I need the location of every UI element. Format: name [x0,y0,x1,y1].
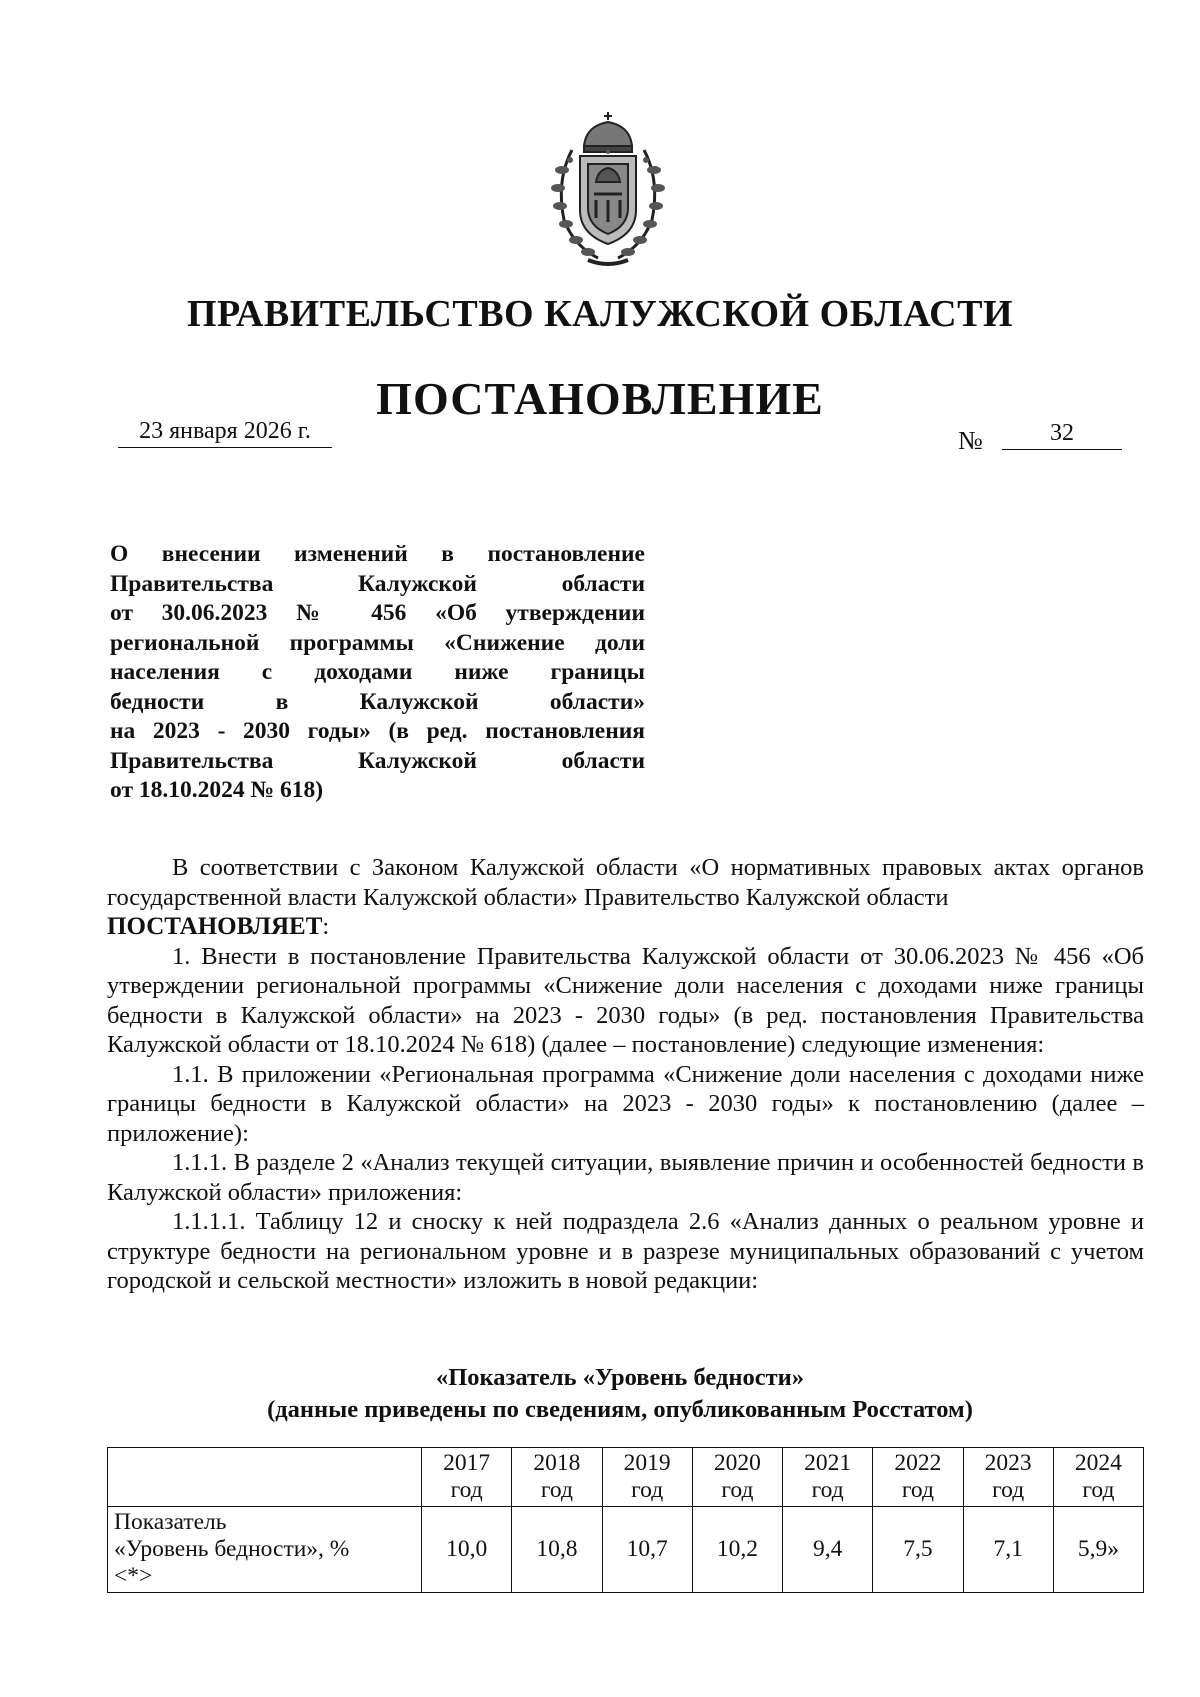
government-name: ПРАВИТЕЛЬСТВО КАЛУЖСКОЙ ОБЛАСТИ [186,293,1014,335]
preamble-paragraph [107,853,1144,912]
subject-line: от 18.10.2024 № 618) [110,777,324,803]
subject-line: Правительства Калужской области [110,570,645,597]
paragraph-1-1-1-1: 1.1.1.1. Таблицу 12 и сноску к ней подраздела 2.6 «Анализ данных о реальном уровне и структуре бедности на региональном уровне и в разрезе муниципальных образований с учетом городской и сельской местности» изложить в новой редакции: [107,1208,1144,1294]
decides-colon: : [322,913,330,940]
table-header-row [108,1448,1144,1507]
value-cell: 10,7 [602,1507,692,1593]
value-cell: 10,0 [422,1507,512,1593]
table-header-empty [108,1448,422,1507]
subject-line: бедности в Калужской области» [110,688,645,715]
value-cell: 10,8 [512,1507,602,1593]
document-type: ПОСТАНОВЛЕНИЕ [376,373,824,424]
year-header: 2020 год [692,1448,782,1507]
subject-line: на 2023 - 2030 годы» (в ред. постановления [110,718,645,744]
document-subject [110,540,645,806]
year-header: 2019 год [602,1448,692,1507]
preamble-text: В соответствии с Законом Калужской области «О нормативных правовых актах органов государственной власти Калужской области» Правительство Калужской области [107,854,1144,911]
subject-line: от 30.06.2023 № 456 «Об утверждении [110,600,645,626]
year-header: 2023 год [963,1448,1053,1507]
row-label: Показатель «Уровень бедности», % <*> [108,1507,422,1593]
document-date: 23 января 2026 г. [118,418,332,448]
poverty-level-table [107,1447,1144,1593]
table-title-line-2: (данные приведены по сведениям, опубликованным Росстатом) [267,1396,973,1423]
decides-paragraph [107,912,1144,942]
decides-word: ПОСТАНОВЛЯЕТ [107,913,323,940]
value-cell: 7,5 [873,1507,963,1593]
subject-line: региональной программы «Снижение доли [110,629,645,656]
kaluga-coat-of-arms-icon [548,110,668,268]
year-header: 2017 год [422,1448,512,1507]
table-title-line-1: «Показатель «Уровень бедности» [435,1364,805,1391]
table-row [108,1507,1144,1593]
subject-line: О внесении изменений в постановление [110,541,645,567]
document-body [107,853,1144,1296]
value-cell: 5,9» [1053,1507,1143,1593]
value-cell: 9,4 [783,1507,873,1593]
number-sign: № [958,426,983,455]
paragraph-1-1-1: 1.1.1. В разделе 2 «Анализ текущей ситуации, выявление причин и особенностей бедности в Калужской области» приложения: [107,1149,1144,1206]
paragraph-1-1: 1.1. В приложении «Региональная программа «Снижение доли населения с доходами ниже границы бедности в Калужской области» на 2023 - 2030 годы» к постановлению (далее – приложение): [107,1060,1144,1147]
year-header: 2024 год [1053,1448,1143,1507]
paragraph-1: 1. Внести в постановление Правительства Калужской области от 30.06.2023 № 456 «Об утверждении региональной программы «Снижение доли населения с доходами ниже границы бедности в Калужской области» на 2023 - 2030 годы» (в ред. постановления Правительства Калужской области от 18.10.2024 № 618) (далее – постановление) следующие изменения: [107,942,1144,1058]
subject-line: населения с доходами ниже границы [110,659,645,685]
year-header: 2018 год [512,1448,602,1507]
year-header: 2021 год [783,1448,873,1507]
value-cell: 7,1 [963,1507,1053,1593]
value-cell: 10,2 [692,1507,782,1593]
year-header: 2022 год [873,1448,963,1507]
document-number: 32 [1002,420,1122,450]
subject-line: Правительства Калужской области [110,747,645,774]
